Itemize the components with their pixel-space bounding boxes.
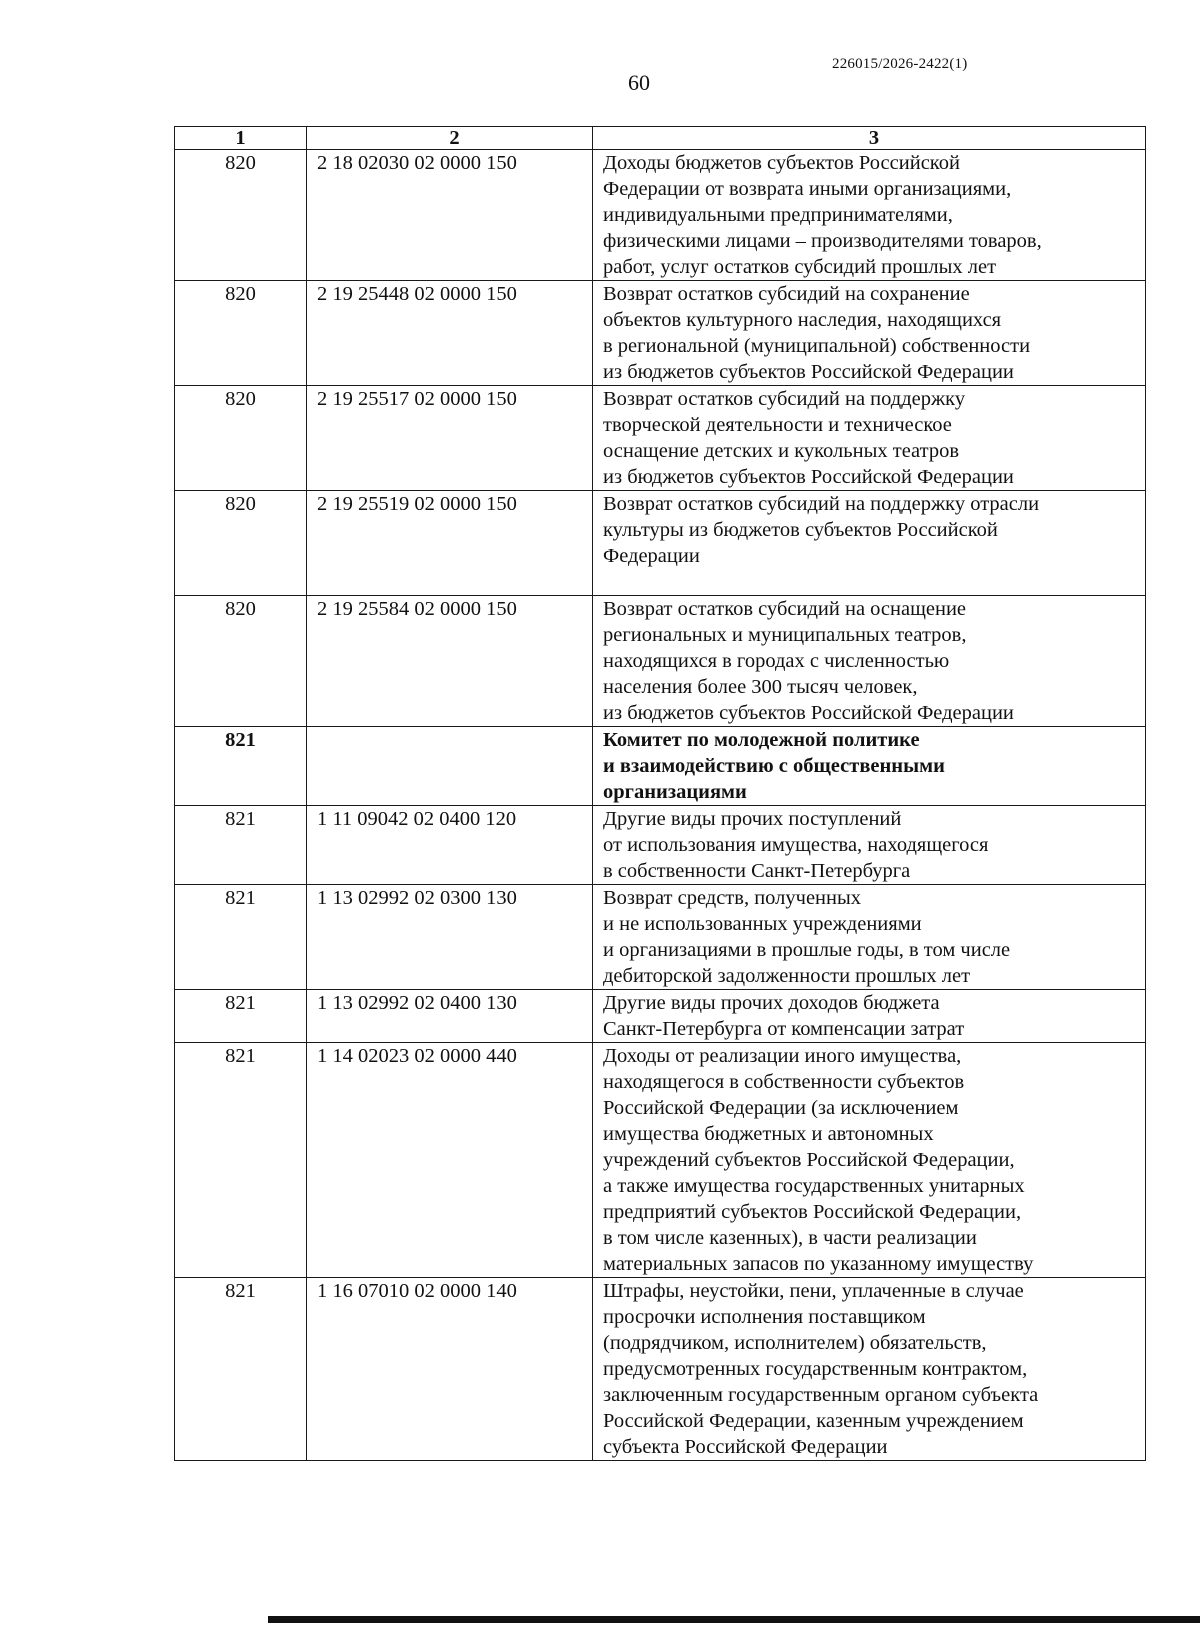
description-line: Штрафы, неустойки, пени, уплаченные в случае xyxy=(603,1280,1024,1302)
description-line: Доходы от реализации иного имущества, xyxy=(603,1045,962,1067)
description-line: просрочки исполнения поставщиком xyxy=(603,1306,926,1328)
table-row xyxy=(175,491,1146,596)
description-line: Возврат остатков субсидий на поддержку xyxy=(603,388,966,410)
description-line: заключенным государственным органом субъекта xyxy=(603,1384,1039,1406)
table-row xyxy=(175,885,1146,990)
admin-code-cell: 820 xyxy=(175,150,307,281)
column-header-2: 2 xyxy=(307,127,593,150)
page-number: 60 xyxy=(628,70,650,95)
table-body xyxy=(175,150,1146,1461)
description-line: Возврат остатков субсидий на оснащение xyxy=(603,598,967,620)
description-line: региональных и муниципальных театров, xyxy=(603,624,967,646)
description-line: а также имущества государственных унитарных xyxy=(603,1175,1025,1197)
description-line: учреждений субъектов Российской Федерации, xyxy=(603,1149,1015,1171)
budget-classification-code-cell: 1 16 07010 02 0000 140 xyxy=(307,1278,593,1461)
budget-classification-code-cell: 1 11 09042 02 0400 120 xyxy=(307,806,593,885)
description-cell xyxy=(593,150,1146,281)
description-line: находящихся в городах с численностью xyxy=(603,650,950,672)
table-row xyxy=(175,1278,1146,1461)
description-line: предприятий субъектов Российской Федерации, xyxy=(603,1201,1022,1223)
budget-classification-code-cell: 1 13 02992 02 0400 130 xyxy=(307,990,593,1043)
table-header-row xyxy=(175,127,1146,150)
table-row xyxy=(175,150,1146,281)
description-line: Российской Федерации, казенным учреждением xyxy=(603,1410,1024,1432)
description-cell xyxy=(593,491,1146,596)
description-line: в региональной (муниципальной) собственности xyxy=(603,335,1031,357)
budget-classification-code-cell: 2 19 25448 02 0000 150 xyxy=(307,281,593,386)
description-line: Доходы бюджетов субъектов Российской xyxy=(603,152,960,174)
budget-classification-code-cell: 2 19 25517 02 0000 150 xyxy=(307,386,593,491)
description-line: Другие виды прочих поступлений xyxy=(603,808,902,830)
table-row xyxy=(175,727,1146,806)
table-row xyxy=(175,596,1146,727)
description-line: Российской Федерации (за исключением xyxy=(603,1097,959,1119)
description-line: Другие виды прочих доходов бюджета xyxy=(603,992,940,1014)
description-line: индивидуальными предпринимателями, xyxy=(603,204,953,226)
admin-code-cell: 821 xyxy=(175,885,307,990)
description-line: и не использованных учреждениями xyxy=(603,913,922,935)
description-line: материальных запасов по указанному имуществу xyxy=(603,1253,1034,1275)
description-cell xyxy=(593,386,1146,491)
description-cell xyxy=(593,990,1146,1043)
description-line: работ, услуг остатков субсидий прошлых лет xyxy=(603,256,997,278)
description-line: находящегося в собственности субъектов xyxy=(603,1071,965,1093)
description-line: Возврат средств, полученных xyxy=(603,887,862,909)
description-line: населения более 300 тысяч человек, xyxy=(603,676,918,698)
description-line: физическими лицами – производителями товаров, xyxy=(603,230,1042,252)
description-line: в собственности Санкт-Петербурга xyxy=(603,860,911,882)
column-header-1: 1 xyxy=(175,127,307,150)
description-cell xyxy=(593,596,1146,727)
description-line: культуры из бюджетов субъектов Российской xyxy=(603,519,998,541)
description-line: из бюджетов субъектов Российской Федерации xyxy=(603,702,1014,724)
admin-code-cell: 821 xyxy=(175,806,307,885)
description-line: объектов культурного наследия, находящихся xyxy=(603,309,1002,331)
budget-classification-code-cell: 1 14 02023 02 0000 440 xyxy=(307,1043,593,1278)
description-line: Комитет по молодежной политике xyxy=(603,729,920,751)
table-row xyxy=(175,281,1146,386)
description-line: творческой деятельности и техническое xyxy=(603,414,952,436)
description-line: и организациями в прошлые годы, в том числе xyxy=(603,939,1011,961)
admin-code-cell: 821 xyxy=(175,1043,307,1278)
budget-classification-code-cell: 2 19 25584 02 0000 150 xyxy=(307,596,593,727)
description-cell xyxy=(593,885,1146,990)
description-line: дебиторской задолженности прошлых лет xyxy=(603,965,971,987)
admin-code-cell: 820 xyxy=(175,281,307,386)
admin-code-cell: 820 xyxy=(175,491,307,596)
description-line: субъекта Российской Федерации xyxy=(603,1436,888,1458)
description-line: организациями xyxy=(603,781,747,803)
description-line: Возврат остатков субсидий на сохранение xyxy=(603,283,970,305)
document-id: 226015/2026-2422(1) xyxy=(832,56,968,72)
admin-code-cell: 821 xyxy=(175,727,307,806)
description-cell xyxy=(593,1278,1146,1461)
description-line: в том числе казенных), в части реализации xyxy=(603,1227,977,1249)
description-line xyxy=(603,569,1139,595)
table-row xyxy=(175,990,1146,1043)
budget-classification-code-cell xyxy=(307,727,593,806)
table-row xyxy=(175,1043,1146,1278)
admin-code-cell: 820 xyxy=(175,596,307,727)
description-cell xyxy=(593,1043,1146,1278)
description-line: из бюджетов субъектов Российской Федерации xyxy=(603,466,1014,488)
admin-code-cell: 821 xyxy=(175,1278,307,1461)
description-line: предусмотренных государственным контрактом, xyxy=(603,1358,1028,1380)
description-line: (подрядчиком, исполнителем) обязательств, xyxy=(603,1332,987,1354)
description-line: Федерации от возврата иными организациями, xyxy=(603,178,1012,200)
description-line: Санкт-Петербурга от компенсации затрат xyxy=(603,1018,965,1040)
description-line: Возврат остатков субсидий на поддержку отрасли xyxy=(603,493,1040,515)
description-cell xyxy=(593,281,1146,386)
admin-code-cell: 820 xyxy=(175,386,307,491)
description-line: имущества бюджетных и автономных xyxy=(603,1123,934,1145)
budget-codes-table xyxy=(174,126,1146,1461)
description-cell xyxy=(593,806,1146,885)
table-row xyxy=(175,806,1146,885)
description-cell xyxy=(593,727,1146,806)
admin-code-cell: 821 xyxy=(175,990,307,1043)
budget-classification-code-cell: 1 13 02992 02 0300 130 xyxy=(307,885,593,990)
description-line: оснащение детских и кукольных театров xyxy=(603,440,959,462)
description-line: Федерации xyxy=(603,545,700,567)
description-line: и взаимодействию с общественными xyxy=(603,755,945,777)
table-row xyxy=(175,386,1146,491)
description-line: из бюджетов субъектов Российской Федерации xyxy=(603,361,1014,383)
description-line: от использования имущества, находящегося xyxy=(603,834,989,856)
scan-edge-rule xyxy=(268,1616,1200,1623)
column-header-3: 3 xyxy=(593,127,1146,150)
budget-classification-code-cell: 2 19 25519 02 0000 150 xyxy=(307,491,593,596)
budget-classification-code-cell: 2 18 02030 02 0000 150 xyxy=(307,150,593,281)
